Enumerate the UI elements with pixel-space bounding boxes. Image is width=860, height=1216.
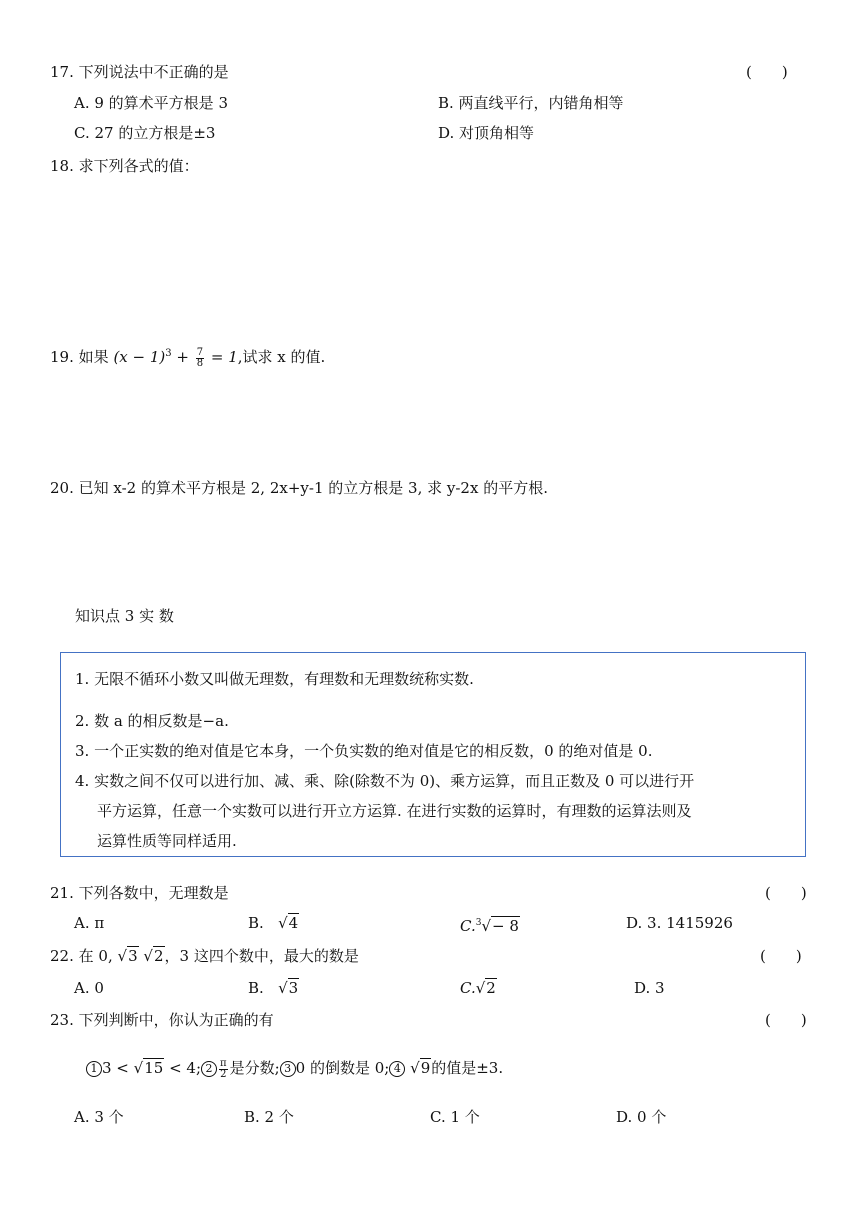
- q20-stem: 20. 已知 x-2 的算术平方根是 2, 2x+y-1 的立方根是 3, 求 y-2x 的平方根.: [50, 479, 548, 497]
- q23-statements: 1 3 < √15 < 4; 2 $\frac{\pi}{2}$ 是分数; 3 0 的倒数是 0; 4 √9的值是±3.: [86, 1058, 503, 1080]
- q23-option-a: A. 3 个: [74, 1108, 124, 1126]
- knowledge-item-4-line-2: 平方运算，任意一个实数可以进行开立方运算. 在进行实数的运算时，有理数的运算法则及: [97, 802, 692, 820]
- knowledge-item-1: 1. 无限不循环小数又叫做无理数，有理数和无理数统称实数.: [75, 670, 474, 688]
- q17-option-b: B. 两直线平行，内错角相等: [438, 94, 624, 112]
- q22-answer-paren: ( ): [760, 947, 802, 965]
- q21-option-a: A. π: [74, 914, 105, 932]
- q17-option-a: A. 9 的算术平方根是 3: [74, 94, 228, 112]
- q23-answer-paren: ( ): [765, 1011, 807, 1029]
- q22-option-d: D. 3: [634, 979, 665, 997]
- q19-stem: 19. 如果 $(x - 1)^3$ + $\frac{7}{8}$ = 1,试求 x 的值.: [50, 346, 326, 369]
- q22-option-a: A. 0: [74, 979, 104, 997]
- q17-stem: 17. 下列说法中不正确的是: [50, 63, 229, 81]
- statement-marker-2: 2: [201, 1061, 217, 1077]
- q22-option-c: C.√2: [460, 979, 496, 997]
- q23-option-d: D. 0 个: [616, 1108, 667, 1126]
- q23-option-b: B. 2 个: [244, 1108, 294, 1126]
- statement-marker-3: 3: [280, 1061, 296, 1077]
- knowledge-item-4-line-1: 4. 实数之间不仅可以进行加、减、乘、除(除数不为 0)、乘方运算，而且正数及 0 可以进行开: [75, 772, 695, 790]
- knowledge-item-4-line-3: 运算性质等同样适用.: [97, 832, 237, 850]
- q21-option-d: D. 3. 1415926: [626, 914, 733, 932]
- q21-option-b: B. √4: [248, 914, 299, 932]
- q21-option-c: C.$^3$√− 8: [460, 917, 519, 935]
- q23-stem: 23. 下列判断中，你认为正确的有: [50, 1011, 274, 1029]
- q21-stem: 21. 下列各数中，无理数是: [50, 884, 229, 902]
- q21-answer-paren: ( ): [765, 884, 807, 902]
- q22-option-b: B. √3: [248, 979, 299, 997]
- q22-stem: 22. 在 0, √3 √2，3 这四个数中，最大的数是: [50, 947, 359, 965]
- q23-option-c: C. 1 个: [430, 1108, 480, 1126]
- q17-answer-paren: ( ): [746, 63, 788, 81]
- q17-option-d: D. 对顶角相等: [438, 124, 535, 142]
- section-title: 知识点 3 实 数: [75, 607, 174, 625]
- knowledge-item-3: 3. 一个正实数的绝对值是它本身，一个负实数的绝对值是它的相反数，0 的绝对值是 0.: [75, 742, 653, 760]
- knowledge-item-2: 2. 数 a 的相反数是−a.: [75, 712, 229, 730]
- statement-marker-4: 4: [389, 1061, 405, 1077]
- q18-stem: 18. 求下列各式的值：: [50, 157, 199, 175]
- q19-equation: $(x - 1)^3$ + $\frac{7}{8}$ = 1: [113, 346, 238, 369]
- statement-marker-1: 1: [86, 1061, 102, 1077]
- q17-option-c: C. 27 的立方根是±3: [74, 124, 216, 142]
